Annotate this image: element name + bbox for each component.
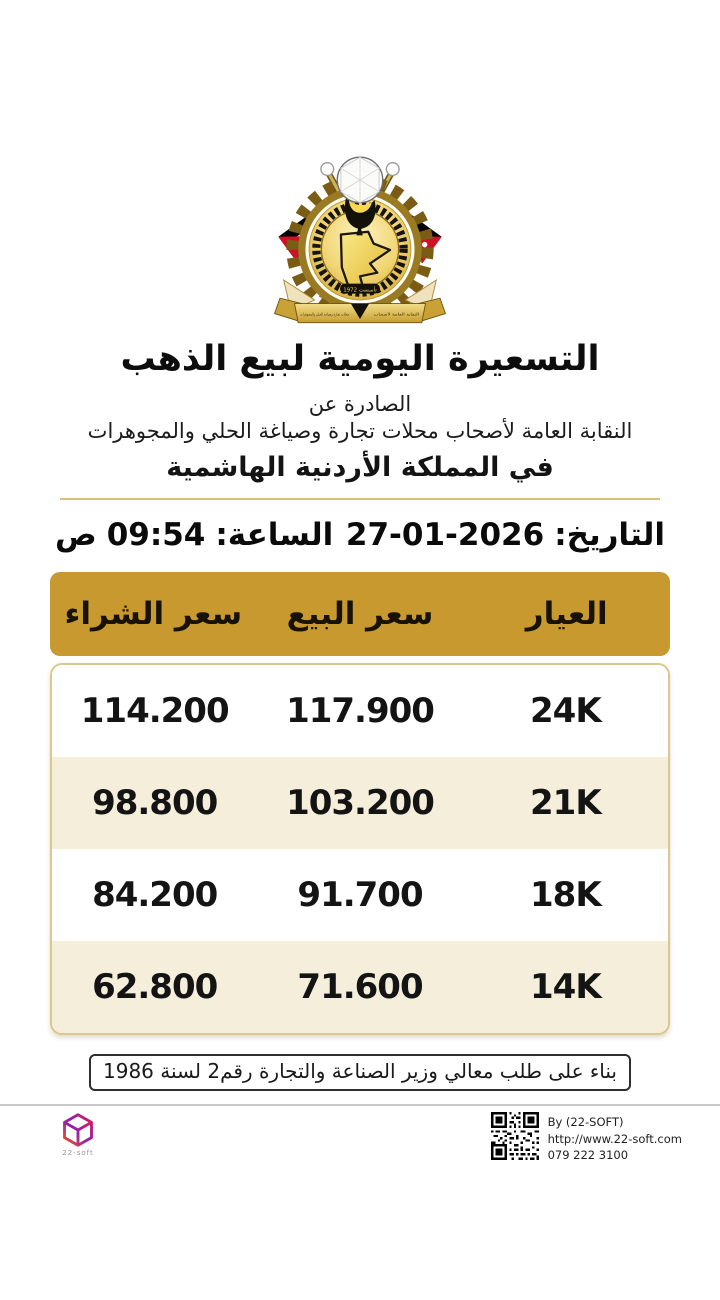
col-header-karat: العيار [525, 596, 608, 632]
sell-price-14k: 71.600 [297, 967, 423, 1007]
col-header-sell: سعر البيع [286, 596, 434, 632]
qr-code-icon [491, 1112, 539, 1160]
footer-bar [0, 1106, 720, 1164]
meridiem-label: ص [55, 517, 97, 553]
buy-price-21k: 98.800 [92, 783, 218, 823]
vendor-text [548, 1112, 682, 1164]
vendor-phone: 079 222 3100 [547, 1148, 629, 1163]
date-label: التاريخ: [554, 517, 665, 553]
time-label: الساعة: [215, 517, 334, 553]
table-header [50, 572, 670, 656]
vendor-url: http://www.22-soft.com [547, 1131, 682, 1146]
karat-14k: 14K [530, 967, 601, 1007]
ribbon-left-text: محلات تجارة وصياغة الحلي والمجوهرات [300, 312, 350, 317]
sell-price-18k: 91.700 [297, 875, 423, 915]
price-table [50, 572, 670, 1035]
issued-by-line: الصادرة عن [308, 392, 412, 416]
sell-price-21k: 103.200 [286, 783, 434, 823]
sell-price-24k: 117.900 [286, 691, 434, 731]
date-group [346, 517, 665, 553]
vendor-logo-caption: 22-soft [62, 1149, 94, 1157]
buy-price-18k: 84.200 [92, 875, 218, 915]
ribbon-right-text: النقابة العامة لأصحاب [373, 312, 406, 317]
table-row [52, 665, 668, 757]
ministerial-note: بناء على طلب معالي وزير الصناعة والتجارة رقم2 لسنة 1986 [89, 1054, 631, 1091]
vendor-by: By (22-SOFT) [547, 1115, 624, 1129]
karat-21k: 21K [530, 783, 601, 823]
founded-text: تأسست 1972 [343, 287, 377, 294]
table-row [52, 941, 668, 1033]
time-value: 09:54 [106, 517, 206, 553]
table-row [52, 757, 668, 849]
col-header-buy: سعر الشراء [64, 596, 243, 632]
karat-18k: 18K [530, 875, 601, 915]
datetime-row [0, 517, 720, 553]
gold-divider [60, 498, 660, 500]
cube-logo-icon [59, 1112, 97, 1148]
emblem-wrap [0, 0, 720, 335]
karat-24k: 24K [530, 691, 601, 731]
buy-price-24k: 114.200 [80, 691, 229, 731]
page-title: التسعيرة اليومية لبيع الذهب [120, 339, 600, 379]
kingdom-line: في المملكة الأردنية الهاشمية [166, 452, 554, 483]
time-group [55, 517, 333, 553]
vendor-logo [52, 1112, 104, 1157]
buy-price-14k: 62.800 [92, 967, 218, 1007]
syndicate-emblem-icon [260, 138, 460, 331]
diamond-icon [337, 157, 382, 202]
vendor-info [491, 1112, 682, 1164]
table-row [52, 849, 668, 941]
date-value: 27-01-2026 [345, 517, 545, 553]
organization-line: النقابة العامة لأصحاب محلات تجارة وصياغة الحلي والمجوهرات [87, 419, 633, 443]
table-body [50, 663, 670, 1035]
